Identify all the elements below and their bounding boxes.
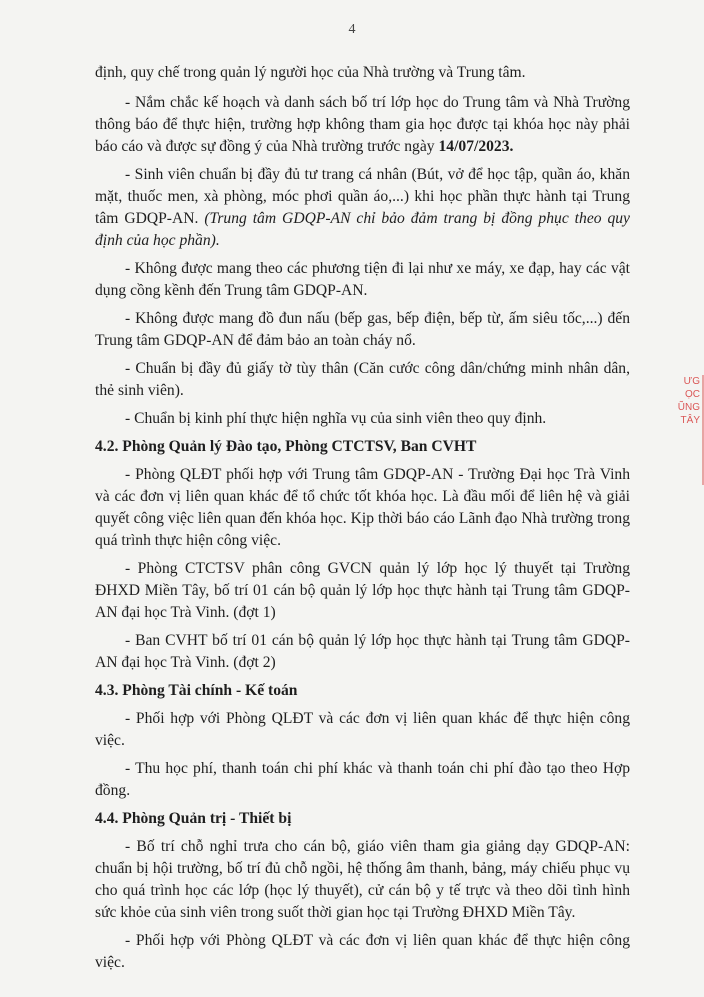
list-item xyxy=(95,164,630,252)
stamp-line: ŨNG xyxy=(677,402,700,413)
stamp-line: ƯG xyxy=(683,376,700,387)
list-item: - Chuẩn bị đầy đủ giấy tờ tùy thân (Căn cước công dân/chứng minh nhân dân, thẻ sinh viên). xyxy=(95,360,630,399)
list-item: - Phối hợp với Phòng QLĐT và các đơn vị liên quan khác để thực hiện công việc. xyxy=(95,710,630,749)
item-text: - Nắm chắc kế hoạch và danh sách bố trí lớp học do Trung tâm và Nhà Trường thông báo để thực hiện, trường hợp không tham gia học được tại khóa học này phải báo cáo và được sự đồng ý của Nhà trường trước ngày xyxy=(95,94,630,155)
list-item: - Bố trí chỗ nghỉ trưa cho cán bộ, giáo viên tham gia giảng dạy GDQP-AN: chuẩn bị hội trường, bố trí đủ chỗ ngồi, hệ thống âm thanh, bảng, máy chiếu phục vụ cho quá trình học các lớp (học lý thuyết), cử cán bộ y tế trực và theo dõi tình hình sức khỏe của sinh viên trong suốt thời gian học tại Trường ĐHXD Miền Tây. xyxy=(95,838,630,921)
list-item: - Chuẩn bị kinh phí thực hiện nghĩa vụ của sinh viên theo quy định. xyxy=(125,410,547,427)
section-heading: 4.4. Phòng Quản trị - Thiết bị xyxy=(95,810,292,827)
list-item: - Phòng CTCTSV phân công GVCN quản lý lớp học lý thuyết tại Trường ĐHXD Miền Tây, bố trí 01 cán bộ quản lý lớp học thực hành tại Trung tâm GDQP-AN đại học Trà Vinh. (đợt 1) xyxy=(95,560,630,621)
section-heading: 4.2. Phòng Quản lý Đào tạo, Phòng CTCTSV, Ban CVHT xyxy=(95,438,477,455)
document-body xyxy=(95,62,630,980)
list-item: - Không được mang đồ đun nấu (bếp gas, bếp điện, bếp từ, ấm siêu tốc,...) đến Trung tâm GDQP-AN để đảm bảo an toàn cháy nổ. xyxy=(95,310,630,349)
stamp-line: ỌC xyxy=(685,389,700,400)
list-item: - Ban CVHT bố trí 01 cán bộ quản lý lớp học thực hành tại Trung tâm GDQP-AN đại học Trà Vinh. (đợt 2) xyxy=(95,632,630,671)
section-heading: 4.3. Phòng Tài chính - Kế toán xyxy=(95,682,298,699)
deadline-date: 14/07/2023. xyxy=(438,138,514,155)
list-item: - Thu học phí, thanh toán chi phí khác và thanh toán chi phí đào tạo theo Hợp đồng. xyxy=(95,760,630,799)
item-note: (Trung tâm GDQP-AN chỉ bảo đảm trang bị đồng phục theo quy định của học phần). xyxy=(95,210,630,249)
list-item: - Phòng QLĐT phối hợp với Trung tâm GDQP-AN - Trường Đại học Trà Vinh và các đơn vị liên quan khác để tổ chức tốt khóa học. Là đầu mối để liên hệ và giải quyết công việc liên quan đến khóa học. Kịp thời báo cáo Lãnh đạo Nhà trường trong quá trình thực hiện công việc. xyxy=(95,466,630,549)
item-text: - Sinh viên chuẩn bị đầy đủ tư trang cá nhân (Bút, vở để học tập, quần áo, khăn mặt, thuốc men, xà phòng, móc phơi quần áo,...) khi học phần thực hành tại Trung tâm GDQP-AN. xyxy=(95,166,630,227)
continuation-text: định, quy chế trong quản lý người học của Nhà trường và Trung tâm. xyxy=(95,64,526,81)
list-item: - Phối hợp với Phòng QLĐT và các đơn vị liên quan khác để thực hiện công việc. xyxy=(95,932,630,971)
red-stamp-fragment xyxy=(670,375,704,485)
page-number: 4 xyxy=(348,22,356,37)
list-item: - Không được mang theo các phương tiện đi lại như xe máy, xe đạp, hay các vật dụng cồng kềnh đến Trung tâm GDQP-AN. xyxy=(95,260,630,299)
list-item xyxy=(95,92,630,158)
stamp-line: TÂY xyxy=(680,415,700,426)
